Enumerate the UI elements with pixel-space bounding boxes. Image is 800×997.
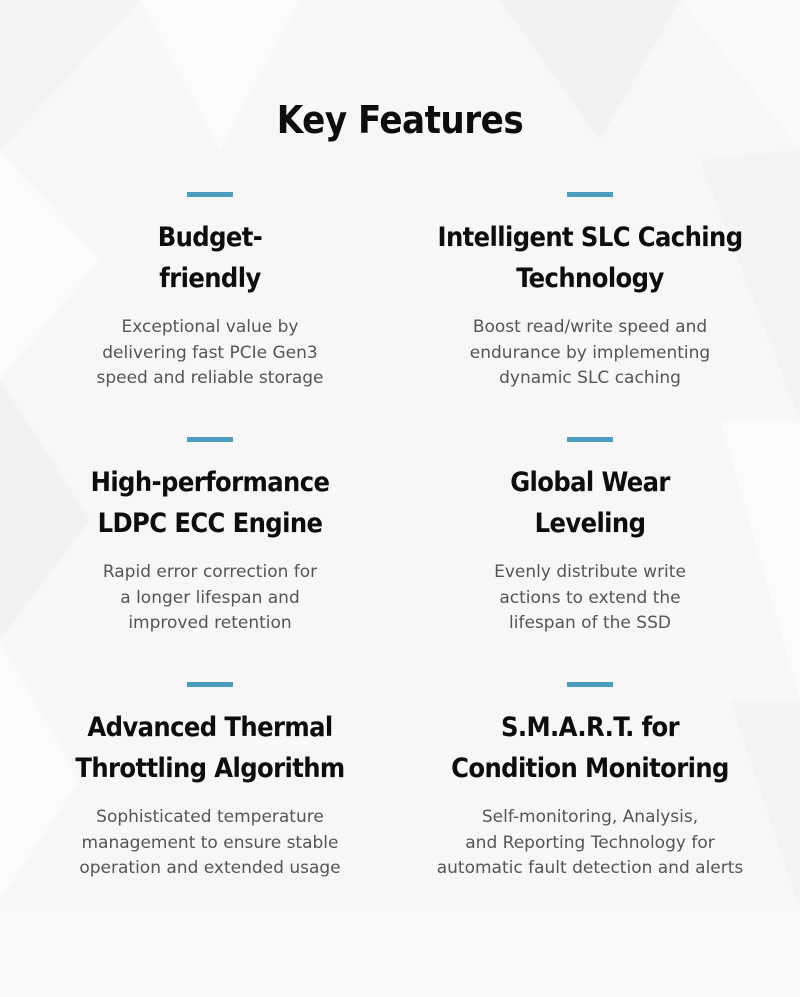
feature-title: Global Wear Leveling: [510, 467, 670, 539]
accent-bar: [187, 682, 233, 687]
accent-bar: [187, 192, 233, 197]
feature-card-thermal-throttling: [50, 682, 370, 882]
accent-bar: [187, 437, 233, 442]
feature-card-slc-caching: [430, 192, 750, 392]
feature-description: Evenly distribute write actions to extend the lifespan of the SSD: [494, 562, 686, 633]
accent-bar: [567, 682, 613, 687]
feature-title: Intelligent SLC Caching Technology: [437, 222, 743, 294]
feature-card-budget-friendly: [50, 192, 370, 392]
page-title: Key Features: [276, 98, 524, 142]
feature-title: Budget- friendly: [157, 222, 263, 294]
feature-card-smart-monitoring: [430, 682, 750, 882]
feature-description: Self-monitoring, Analysis, and Reporting Technology for automatic fault detection and alerts: [436, 807, 744, 878]
feature-description: Exceptional value by delivering fast PCIe Gen3 speed and reliable storage: [96, 317, 324, 388]
feature-description: Sophisticated temperature management to ensure stable operation and extended usage: [79, 807, 341, 878]
feature-description: Rapid error correction for a longer lifespan and improved retention: [102, 562, 318, 633]
feature-description: Boost read/write speed and endurance by implementing dynamic SLC caching: [469, 317, 711, 388]
feature-title: High-performance LDPC ECC Engine: [90, 467, 330, 539]
feature-card-wear-leveling: [430, 437, 750, 637]
feature-card-ldpc-ecc: [50, 437, 370, 637]
feature-title: S.M.A.R.T. for Condition Monitoring: [451, 712, 729, 784]
feature-title: Advanced Thermal Throttling Algorithm: [75, 712, 345, 784]
accent-bar: [567, 437, 613, 442]
accent-bar: [567, 192, 613, 197]
